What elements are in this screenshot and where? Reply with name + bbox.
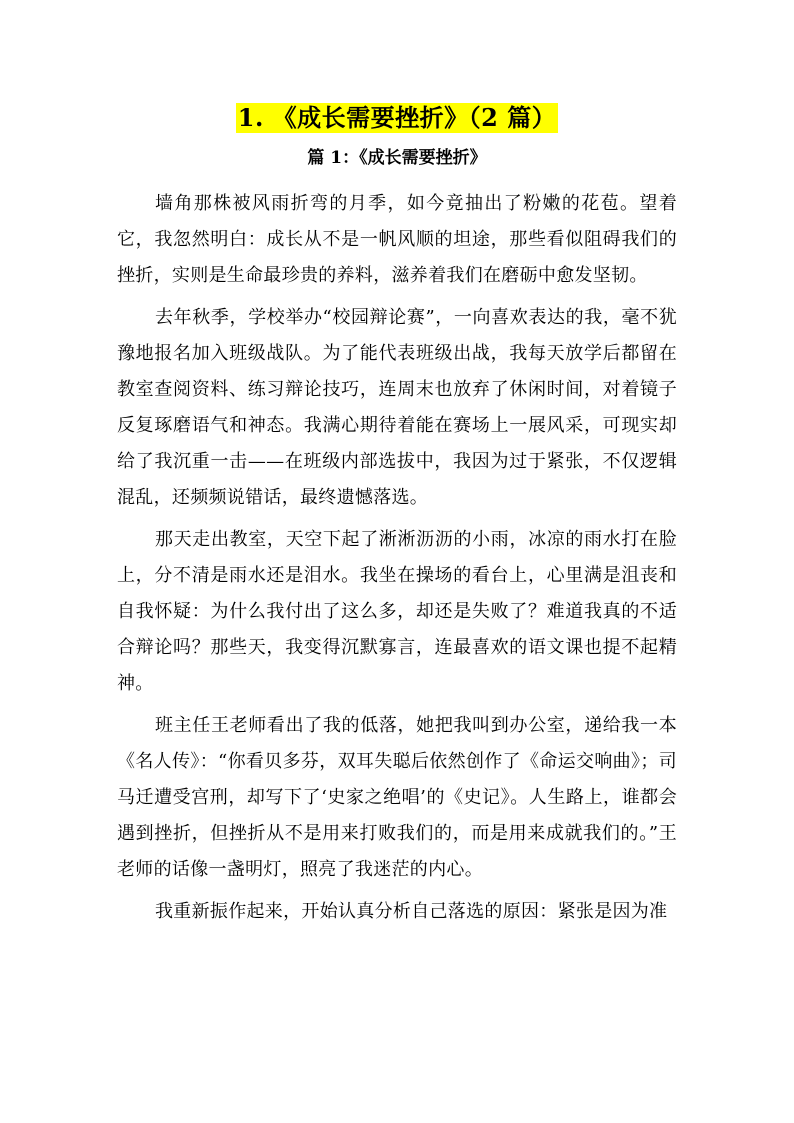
document-title: 1. 《成长需要挫折》（2 篇） <box>237 103 557 132</box>
paragraph: 墙角那株被风雨折弯的月季，如今竟抽出了粉嫩的花苞。望着它，我忽然明白：成长从不是一帆风顺的坦途，那些看似阻碍我们的挫折，实则是生命最珍贵的养料，滋养着我们在磨砺中愈发坚韧。 <box>117 193 677 286</box>
paragraph: 班主任王老师看出了我的低落，她把我叫到办公室，递给我一本《名人传》：“你看贝多芬，双耳失聪后依然创作了《命运交响曲》；司马迁遭受宫刑，却写下了‘史家之绝唱’的《史记》。人生路上，谁都会遇到挫折，但挫折从不是用来打败我们的，而是用来成就我们的。”王老师的话像一盏明灯，照亮了我迷茫的内心。 <box>117 715 677 880</box>
document-subtitle: 篇 1：《成长需要挫折》 <box>307 148 487 168</box>
paragraph: 我重新振作起来，开始认真分析自己落选的原因：紧张是因为准 <box>155 901 668 922</box>
document-body <box>117 186 677 936</box>
paragraph: 那天走出教室，天空下起了淅淅沥沥的小雨，冰凉的雨水打在脸上，分不清是雨水还是泪水。我坐在操场的看台上，心里满是沮丧和自我怀疑：为什么我付出了这么多，却还是失败了？难道我真的不适合辩论吗？那些天，我变得沉默寡言，连最喜欢的语文课也提不起精神。 <box>117 529 677 694</box>
title-container <box>0 103 794 133</box>
paragraph: 去年秋季，学校举办“校园辩论赛”，一向喜欢表达的我，毫不犹豫地报名加入班级战队。为了能代表班级出战，我每天放学后都留在教室查阅资料、练习辩论技巧，连周末也放弃了休闲时间，对着镜子反复琢磨语气和神态。我满心期待着能在赛场上一展风采，可现实却给了我沉重一击——在班级内部选拔中，我因为过于紧张，不仅逻辑混乱，还频频说错话，最终遗憾落选。 <box>117 307 677 508</box>
